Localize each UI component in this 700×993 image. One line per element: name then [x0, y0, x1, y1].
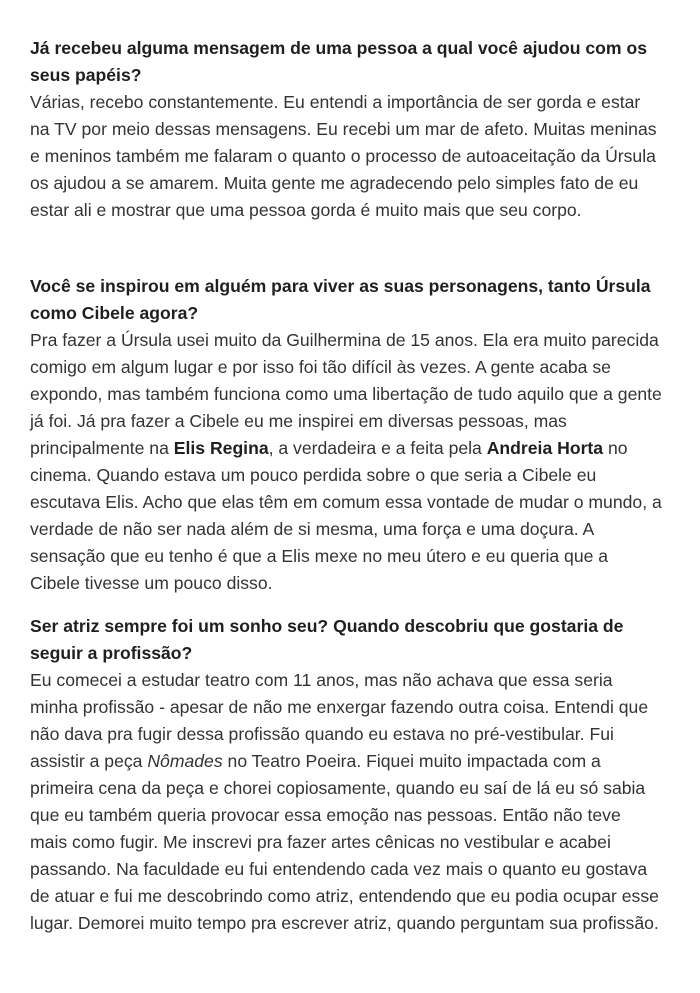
- question-heading: Você se inspirou em alguém para viver as suas personagens, tanto Úrsula como Cibele agora?: [30, 276, 651, 323]
- interview-block-inspiration: [30, 273, 662, 597]
- answer-paragraph: [30, 667, 662, 937]
- answer-text: Eu comecei a estudar teatro com 11 anos, mas não achava que essa seria minha profissão - apesar de não me enxergar fazendo outra coisa. Entendi que não dava pra fugir dessa profissão quando eu estava no pré-vestibular. Fui assistir a peça: [30, 670, 649, 771]
- answer-paragraph: Várias, recebo constantemente. Eu entendi a importância de ser gorda e estar na TV por meio dessas mensagens. Eu recebi um mar de afeto. Muitas meninas e meninos também me falaram o quanto o processo de autoaceitação da Úrsula os ajudou a se amarem. Muita gente me agradecendo pelo simples fato de eu estar ali e mostrar que uma pessoa gorda é muito mais que seu corpo.: [30, 92, 657, 220]
- person-name-andreia-horta: Andreia Horta: [486, 438, 604, 458]
- question-heading: Já recebeu alguma mensagem de uma pessoa a qual você ajudou com os seus papéis?: [30, 38, 647, 85]
- question-heading: Ser atriz sempre foi um sonho seu? Quando descobriu que gostaria de seguir a profissão?: [30, 616, 624, 663]
- answer-text: Pra fazer a Úrsula usei muito da Guilhermina de 15 anos. Ela era muito parecida comigo em algum lugar e por isso foi tão difícil às vezes. A gente acaba se expondo, mas também funciona como uma libertação de tudo aquilo que a gente já foi. Já pra fazer a Cibele eu me inspirei em diversas pessoas, mas principalmente na: [30, 330, 662, 458]
- person-name-elis-regina: Elis Regina: [173, 438, 269, 458]
- answer-text: no cinema. Quando estava um pouco perdida sobre o que seria a Cibele eu escutava Elis. Acho que elas têm em comum essa vontade de mudar o mundo, a verdade de não ser nada além de si mesma, uma força e uma doçura. A sensação que eu tenho é que a Elis mexe no meu útero e eu queria que a Cibele tivesse um pouco disso.: [30, 438, 662, 593]
- play-title-nomades: Nômades: [147, 751, 223, 771]
- interview-block-messages: [30, 35, 662, 224]
- answer-paragraph: [30, 327, 662, 597]
- interview-block-career: [30, 613, 662, 937]
- answer-text: , a verdadeira e a feita pela: [268, 438, 487, 458]
- answer-text: no Teatro Poeira. Fiquei muito impactada com a primeira cena da peça e chorei copiosamente, quando eu saí de lá eu só sabia que eu também queria provocar essa emoção nas pessoas. Então não teve mais como fugir. Me inscrevi pra fazer artes cênicas no vestibular e acabei passando. Na faculdade eu fui entendendo cada vez mais o quanto eu gostava de atuar e fui me descobrindo como atriz, entendendo que eu podia ocupar esse lugar. Demorei muito tempo pra escrever atriz, quando perguntam sua profissão.: [30, 751, 659, 933]
